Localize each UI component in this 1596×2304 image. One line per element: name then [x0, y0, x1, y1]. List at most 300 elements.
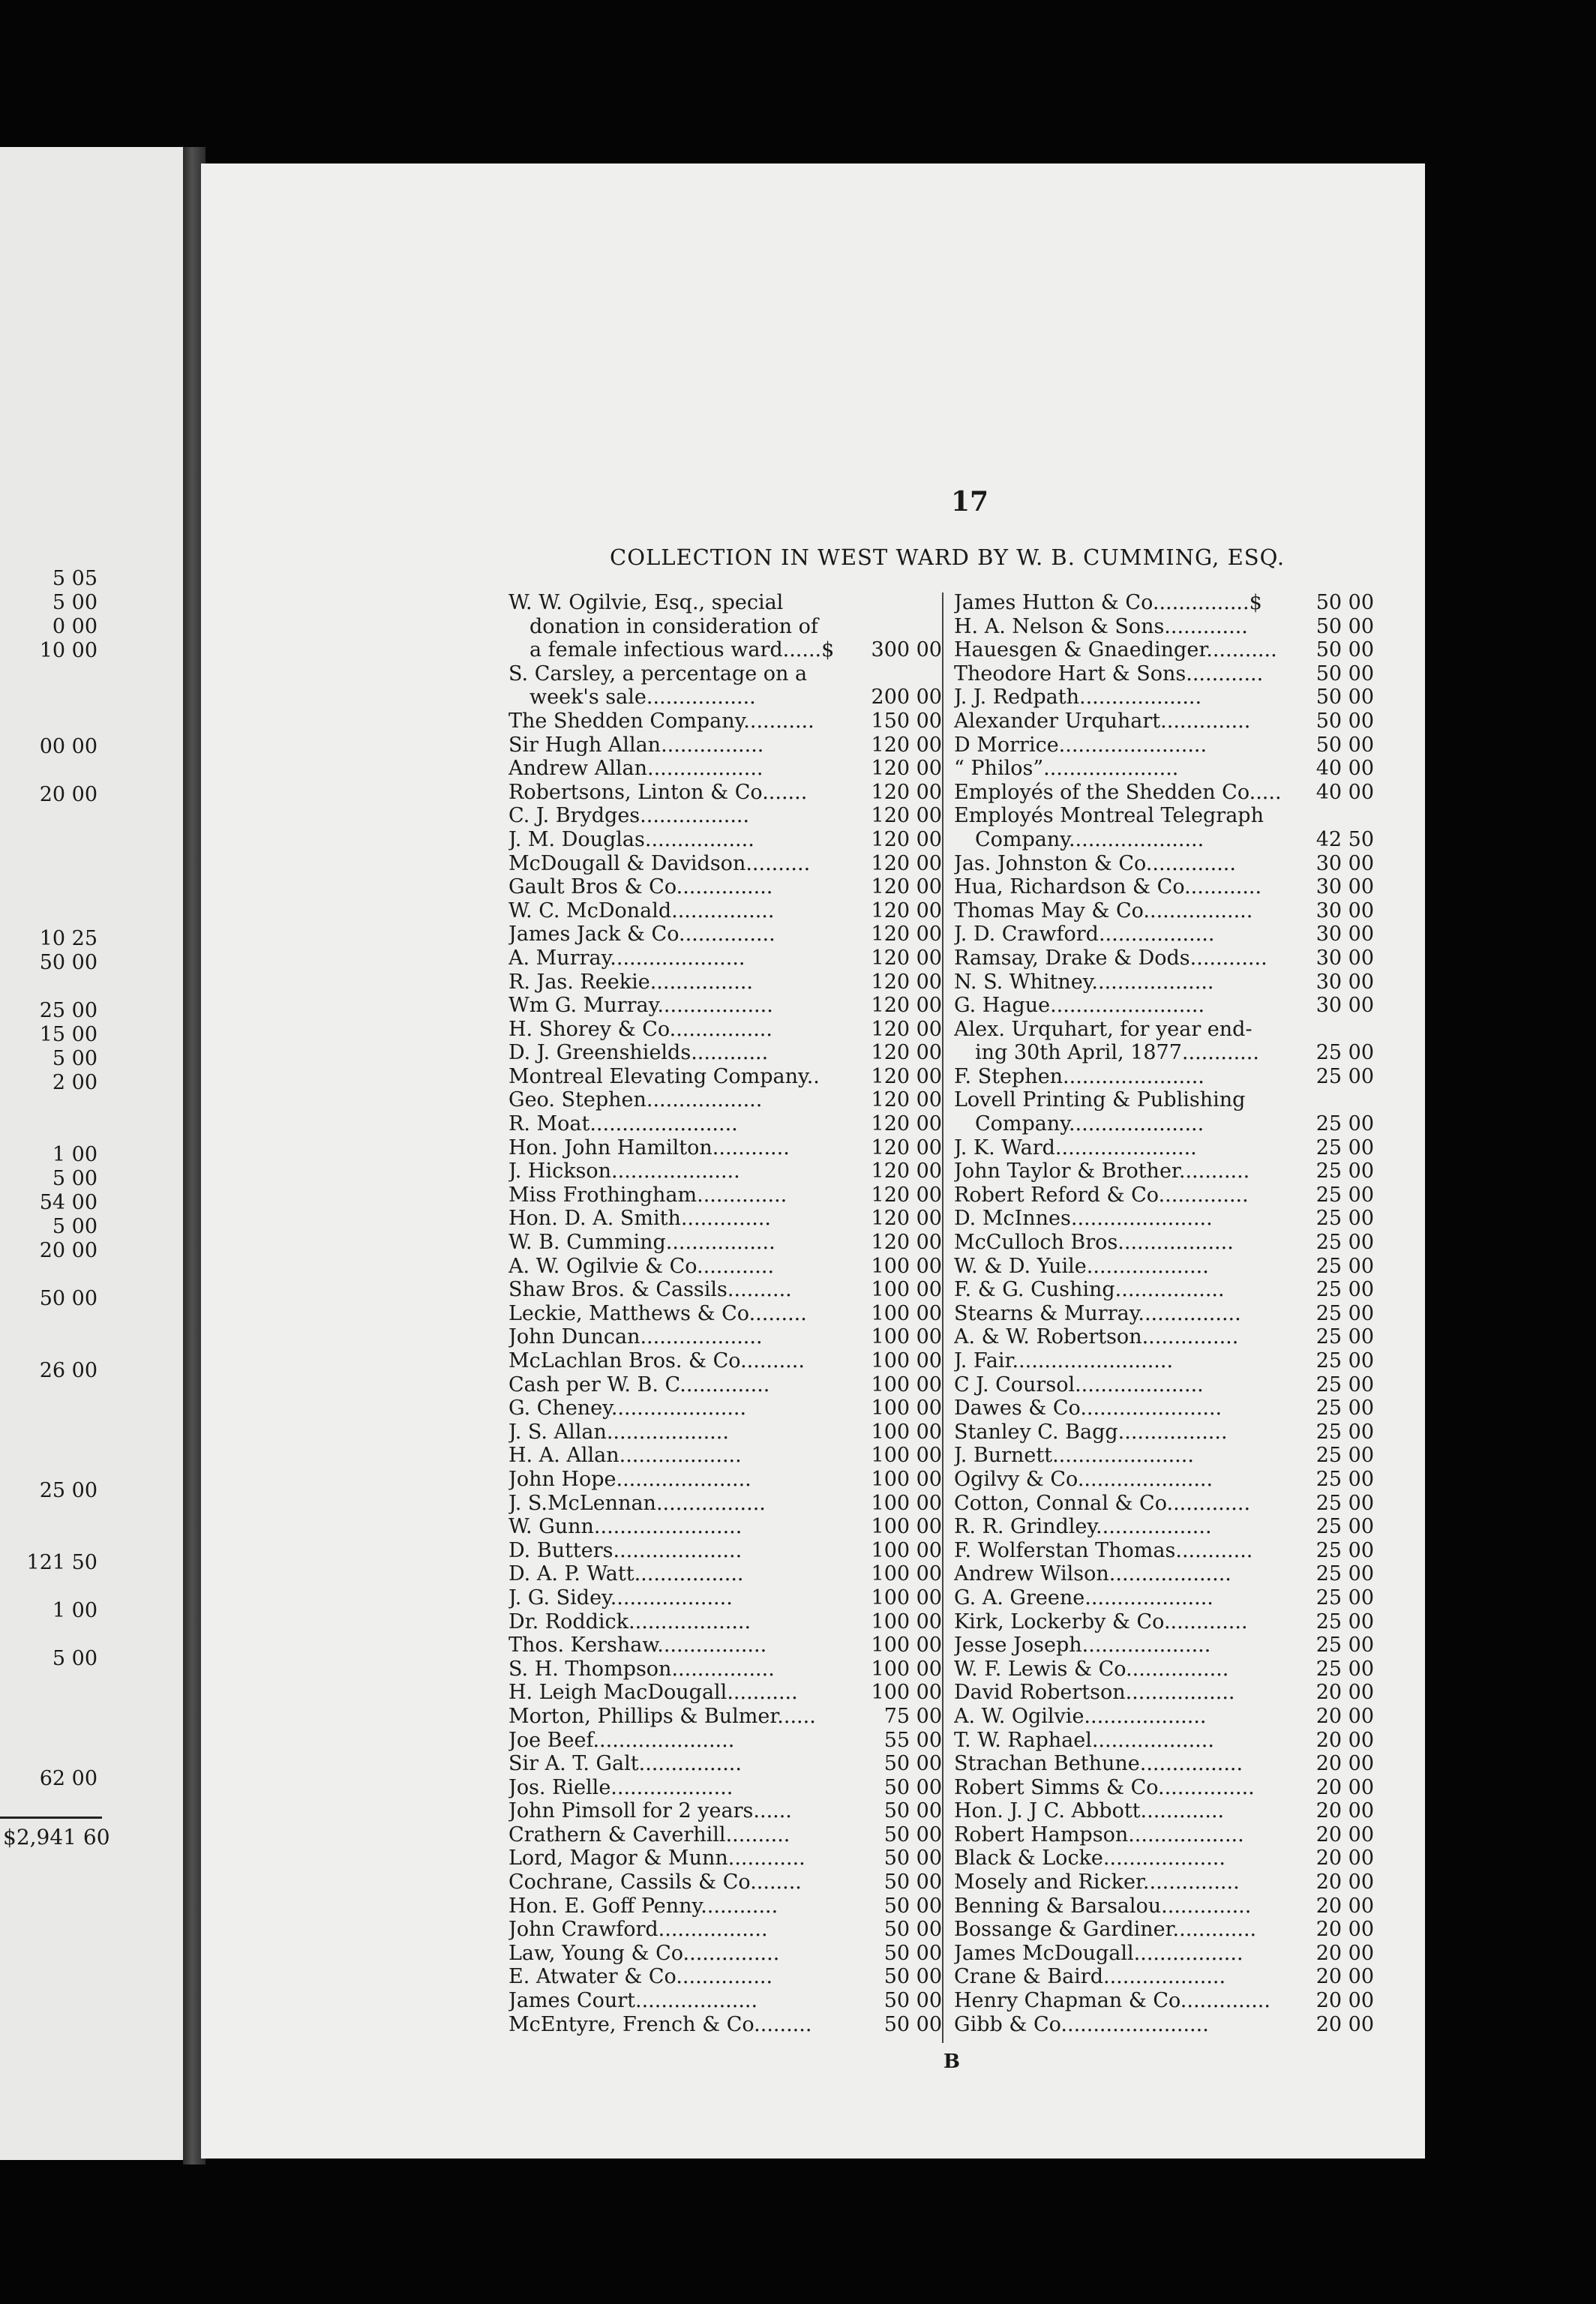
donor-name: Robert Simms & Co...............	[954, 1775, 1255, 1799]
donor-name: Sir A. T. Galt................	[508, 1752, 742, 1776]
donation-amount: 50 00	[1316, 686, 1374, 710]
donation-amount: 300 00	[871, 638, 942, 662]
donation-amount: 20 00	[1316, 1681, 1374, 1705]
left-page-amount: 26 00	[39, 1359, 98, 1382]
donation-amount: 20 00	[1316, 1775, 1374, 1799]
donor-name: J. Burnett......................	[954, 1444, 1194, 1468]
ledger-row	[954, 1184, 1374, 1208]
left-page-amount: 15 00	[39, 1023, 98, 1046]
ledger-row	[954, 922, 1374, 946]
donation-amount: 20 00	[1316, 1752, 1374, 1776]
ledger-row	[508, 1752, 942, 1776]
left-page-amount	[0, 1263, 98, 1287]
donation-amount: 120 00	[871, 898, 942, 922]
ledger-row	[954, 1562, 1374, 1586]
donation-amount: 50 00	[1316, 733, 1374, 757]
donation-amount: 120 00	[871, 1041, 942, 1065]
donor-name: Lord, Magor & Munn............	[508, 1846, 806, 1870]
ledger-row	[954, 828, 1374, 852]
ledger-row	[508, 1207, 942, 1231]
ledger-row	[954, 1846, 1374, 1870]
donation-amount: 120 00	[871, 922, 942, 946]
donation-amount: 25 00	[1316, 1064, 1374, 1088]
left-page-amount	[0, 1743, 98, 1767]
donor-name: E. Atwater & Co...............	[508, 1965, 773, 1989]
donation-amount: 150 00	[871, 709, 942, 733]
donor-name: S. H. Thompson................	[508, 1657, 775, 1681]
ledger-row	[508, 1302, 942, 1326]
ledger-row	[508, 781, 942, 805]
signature-mark: B	[944, 2050, 960, 2073]
ledger-row	[508, 1918, 942, 1942]
donor-name: R. Jas. Reekie................	[508, 970, 754, 994]
left-page-amount: 5 00	[52, 1167, 98, 1190]
donor-name: W. W. Ogilvie, Esq., special	[508, 591, 784, 614]
donation-amount: 25 00	[1316, 1586, 1374, 1610]
left-page-amount: 5 00	[52, 1215, 98, 1238]
left-page-amount: 20 00	[39, 783, 98, 806]
donation-amount: 25 00	[1316, 1112, 1374, 1136]
ledger-row	[508, 1444, 942, 1468]
donor-name: J. J. Redpath...................	[954, 686, 1202, 710]
donation-amount: 25 00	[1316, 1041, 1374, 1065]
ledger-row	[954, 1634, 1374, 1658]
donation-amount: 25 00	[1316, 1349, 1374, 1372]
donation-amount: 50 00	[884, 1965, 942, 1989]
donor-name: J. K. Ward......................	[954, 1136, 1197, 1160]
donor-column-left	[508, 591, 942, 2036]
donor-name: W. B. Cumming.................	[508, 1231, 776, 1255]
donor-name: Ramsay, Drake & Dods............	[954, 946, 1268, 970]
donor-name: a female infectious ward......$	[530, 638, 835, 662]
donor-name: Hauesgen & Gnaedinger...........	[954, 638, 1277, 662]
ledger-row	[508, 804, 942, 828]
left-page-amount	[0, 1431, 98, 1455]
ledger-row	[954, 1112, 1374, 1136]
donor-name: J. G. Sidey...................	[508, 1586, 733, 1610]
ledger-row	[954, 1396, 1374, 1420]
ledger-row	[508, 1136, 942, 1160]
donation-amount: 30 00	[1316, 875, 1374, 899]
donation-amount: 120 00	[871, 1064, 942, 1088]
ledger-row	[954, 1420, 1374, 1444]
ledger-row	[954, 1752, 1374, 1776]
ledger-row	[954, 899, 1374, 923]
ledger-row	[954, 591, 1374, 615]
donor-name: Henry Chapman & Co..............	[954, 1989, 1270, 2013]
ledger-row	[508, 734, 942, 758]
donor-name: A. W. Ogilvie...................	[954, 1704, 1207, 1728]
donor-name: McDougall & Davidson..........	[508, 851, 811, 875]
donor-name: Company.....................	[975, 827, 1204, 851]
ledger-row	[508, 615, 942, 639]
ledger-row	[508, 1065, 942, 1089]
ledger-row	[508, 1846, 942, 1870]
donor-name: C. J. Brydges.................	[508, 804, 750, 828]
donor-name: G. Cheney.....................	[508, 1396, 747, 1420]
ledger-row	[954, 638, 1374, 662]
left-page-amount: 54 00	[39, 1191, 98, 1214]
left-page-amount: 10 00	[39, 639, 98, 662]
left-page-amount	[0, 903, 98, 927]
left-page-amount: 50 00	[39, 951, 98, 974]
donor-name: H. A. Nelson & Sons.............	[954, 614, 1248, 638]
donor-name: J. S.McLennan.................	[508, 1491, 766, 1515]
donation-amount: 40 00	[1316, 757, 1374, 781]
donor-name: G. A. Greene....................	[954, 1586, 1214, 1610]
donor-name: James McDougall.................	[954, 1941, 1244, 1965]
donor-name: F. Stephen......................	[954, 1064, 1204, 1088]
ledger-row	[508, 1965, 942, 1989]
donor-name: R. R. Grindley..................	[954, 1515, 1212, 1539]
donor-name: David Robertson.................	[954, 1681, 1235, 1705]
left-page-amount	[0, 1119, 98, 1143]
ledger-row	[508, 1681, 942, 1705]
ledger-row	[954, 994, 1374, 1018]
donor-name: Thos. Kershaw.................	[508, 1634, 767, 1658]
ledger-row	[954, 1586, 1374, 1610]
donor-name: McLachlan Bros. & Co..........	[508, 1349, 805, 1372]
donation-amount: 30 00	[1316, 898, 1374, 922]
ledger-row	[954, 686, 1374, 710]
donation-amount: 25 00	[1316, 1634, 1374, 1658]
donor-name: Thomas May & Co.................	[954, 898, 1253, 922]
ledger-row	[508, 994, 942, 1018]
donor-name: John Crawford.................	[508, 1918, 768, 1942]
left-page-amount: 25 00	[39, 999, 98, 1022]
ledger-row	[508, 1658, 942, 1682]
donation-amount: 100 00	[871, 1254, 942, 1278]
donor-name: Jas. Johnston & Co..............	[954, 851, 1236, 875]
donation-amount: 25 00	[1316, 1396, 1374, 1420]
donation-amount: 30 00	[1316, 946, 1374, 970]
ledger-row	[954, 875, 1374, 899]
donation-amount: 50 00	[884, 1752, 942, 1776]
donation-amount: 25 00	[1316, 1420, 1374, 1444]
donor-name: Robert Reford & Co..............	[954, 1183, 1249, 1207]
ledger-row	[508, 1112, 942, 1136]
donation-amount: 25 00	[1316, 1207, 1374, 1231]
donation-amount	[870, 615, 942, 639]
ledger-row	[954, 1088, 1374, 1112]
ledger-row	[954, 1918, 1374, 1942]
donation-amount: 20 00	[1316, 1965, 1374, 1989]
ledger-row	[954, 734, 1374, 758]
ledger-row	[508, 1942, 942, 1966]
donation-amount: 50 00	[1316, 662, 1374, 686]
donor-name: Employés of the Shedden Co.....	[954, 780, 1282, 804]
left-page-amount: 20 00	[39, 1239, 98, 1262]
donation-amount: 25 00	[1316, 1562, 1374, 1586]
donation-amount: 100 00	[871, 1325, 942, 1349]
left-page-amount	[0, 1311, 98, 1335]
donor-name: Miss Frothingham..............	[508, 1183, 788, 1207]
donor-name: John Hope.....................	[508, 1467, 752, 1491]
donor-name: Company.....................	[975, 1112, 1204, 1136]
left-page-amount	[0, 687, 98, 711]
ledger-row	[954, 1894, 1374, 1918]
left-page-amount	[0, 1719, 98, 1743]
donation-amount: 50 00	[884, 1989, 942, 2013]
ledger-row	[954, 1515, 1374, 1539]
donation-amount: 25 00	[1316, 1231, 1374, 1255]
donation-amount: 50 00	[884, 1846, 942, 1870]
ledger-row	[508, 1823, 942, 1847]
ledger-row	[508, 828, 942, 852]
donor-name: H. Shorey & Co................	[508, 1017, 772, 1041]
donation-amount: 120 00	[871, 1112, 942, 1136]
ledger-row	[954, 1065, 1374, 1089]
left-page-amount: 62 00	[39, 1767, 98, 1790]
donation-amount: 30 00	[1316, 994, 1374, 1018]
donor-name: “ Philos”.....................	[954, 757, 1179, 781]
donation-amount: 100 00	[871, 1634, 942, 1658]
left-page-amount: 25 00	[39, 1479, 98, 1502]
donor-name: Benning & Barsalou..............	[954, 1894, 1252, 1918]
donation-amount: 100 00	[871, 1278, 942, 1302]
donation-amount: 20 00	[1316, 1870, 1374, 1894]
ledger-row	[508, 1586, 942, 1610]
ledger-row	[508, 970, 942, 994]
donation-amount: 120 00	[871, 851, 942, 875]
left-page-amount	[0, 759, 98, 783]
donation-amount: 120 00	[871, 1231, 942, 1255]
donor-name: S. Carsley, a percentage on a	[508, 662, 808, 686]
donation-amount: 120 00	[871, 804, 942, 828]
left-page-amount: 5 00	[52, 1647, 98, 1670]
ledger-row	[954, 1231, 1374, 1255]
left-page-amount	[0, 1383, 98, 1407]
donation-amount: 20 00	[1316, 1728, 1374, 1752]
donation-amount: 120 00	[871, 1017, 942, 1041]
ledger-row	[508, 1231, 942, 1255]
donor-name: James Hutton & Co...............$	[954, 591, 1262, 614]
donor-name: James Jack & Co...............	[508, 922, 776, 946]
ledger-row	[954, 1705, 1374, 1729]
ledger-row	[508, 1278, 942, 1302]
left-page-amount	[0, 855, 98, 879]
donation-amount: 50 00	[884, 1799, 942, 1823]
donor-name: Hon. John Hamilton............	[508, 1136, 790, 1160]
left-page-amount: 00 00	[39, 735, 98, 758]
donor-name: Strachan Bethune................	[954, 1752, 1244, 1776]
page-heading: COLLECTION IN WEST WARD BY W. B. CUMMING, ESQ.	[610, 544, 1286, 570]
ledger-row	[508, 1468, 942, 1492]
donation-amount: 50 00	[884, 1918, 942, 1942]
ledger-row	[508, 1705, 942, 1729]
donation-amount: 100 00	[871, 1491, 942, 1515]
donor-name: T. W. Raphael...................	[954, 1728, 1214, 1752]
donation-amount: 25 00	[1316, 1657, 1374, 1681]
donor-name: Theodore Hart & Sons............	[954, 662, 1264, 686]
ledger-row	[508, 1870, 942, 1894]
donation-amount: 25 00	[1316, 1160, 1374, 1184]
ledger-row	[508, 1018, 942, 1042]
left-page-amount	[0, 1503, 98, 1527]
donor-name: Law, Young & Co...............	[508, 1941, 780, 1965]
left-page-amount	[0, 1695, 98, 1719]
donor-name: W. F. Lewis & Co................	[954, 1657, 1229, 1681]
left-page-amount: 5 00	[52, 591, 98, 614]
donation-amount: 25 00	[1316, 1278, 1374, 1302]
donor-name: D. Butters....................	[508, 1538, 742, 1562]
donation-amount: 100 00	[871, 1586, 942, 1610]
donor-name: D. McInnes......................	[954, 1207, 1213, 1231]
ledger-row	[954, 970, 1374, 994]
donation-amount: 25 00	[1316, 1467, 1374, 1491]
donation-amount: 20 00	[1316, 1918, 1374, 1942]
left-page-amount	[0, 1527, 98, 1551]
donor-name: R. Moat.......................	[508, 1112, 738, 1136]
donor-name: Ogilvy & Co.....................	[954, 1467, 1214, 1491]
donation-amount: 120 00	[871, 1207, 942, 1231]
donor-name: John Taylor & Brother...........	[954, 1160, 1250, 1184]
donor-name: Black & Locke...................	[954, 1846, 1226, 1870]
donation-amount: 100 00	[871, 1372, 942, 1396]
ledger-row	[508, 1088, 942, 1112]
donation-amount: 25 00	[1316, 1325, 1374, 1349]
ledger-row	[508, 1420, 942, 1444]
ledger-row	[954, 757, 1374, 781]
left-page-amount	[0, 879, 98, 903]
ledger-row	[954, 1989, 1374, 2013]
donor-name: Employés Montreal Telegraph	[954, 804, 1264, 828]
ledger-row	[954, 710, 1374, 734]
donor-name: J. S. Allan...................	[508, 1420, 729, 1444]
donation-amount: 50 00	[884, 1941, 942, 1965]
donation-amount: 20 00	[1316, 1846, 1374, 1870]
donor-name: Gault Bros & Co...............	[508, 875, 773, 899]
ledger-row	[508, 757, 942, 781]
donation-amount: 25 00	[1316, 1183, 1374, 1207]
left-page-amount: 1 00	[52, 1143, 98, 1166]
ledger-row	[954, 1776, 1374, 1800]
ledger-row	[508, 1634, 942, 1658]
left-page-amount	[0, 1095, 98, 1119]
ledger-row	[954, 1965, 1374, 1989]
ledger-row	[954, 1041, 1374, 1065]
donation-amount: 20 00	[1316, 2012, 1374, 2036]
ledger-row	[954, 1255, 1374, 1279]
donation-amount	[870, 662, 942, 686]
donation-amount	[1302, 804, 1374, 828]
donor-name: Mosely and Ricker...............	[954, 1870, 1240, 1894]
donor-name: Dr. Roddick...................	[508, 1610, 752, 1634]
ledger-row	[954, 1729, 1374, 1753]
donor-name: G. Hague........................	[954, 994, 1205, 1018]
ledger-row	[508, 1776, 942, 1800]
ledger-row	[954, 2013, 1374, 2037]
ledger-row	[954, 1349, 1374, 1373]
donor-name: Cotton, Connal & Co.............	[954, 1491, 1251, 1515]
ledger-row	[508, 710, 942, 734]
left-page-amount	[0, 711, 98, 735]
donor-name: Shaw Bros. & Cassils..........	[508, 1278, 792, 1302]
donor-name: Lovell Printing & Publishing	[954, 1088, 1246, 1112]
left-page-amount: 50 00	[39, 1287, 98, 1310]
donation-amount: 25 00	[1316, 1538, 1374, 1562]
ledger-row	[508, 1255, 942, 1279]
donor-name: Hon. J. J C. Abbott.............	[954, 1799, 1225, 1823]
ledger-row	[508, 686, 942, 710]
donor-name: Stearns & Murray................	[954, 1301, 1241, 1325]
donation-amount: 120 00	[871, 733, 942, 757]
donor-name: Joe Beef......................	[508, 1728, 735, 1752]
ledger-row	[508, 2013, 942, 2037]
donor-name: Cash per W. B. C..............	[508, 1372, 770, 1396]
donor-name: Andrew Wilson...................	[954, 1562, 1232, 1586]
left-page-total-rule	[0, 1816, 102, 1819]
donor-name: W. C. McDonald................	[508, 898, 775, 922]
donation-amount: 55 00	[884, 1728, 942, 1752]
left-page-amount	[0, 831, 98, 855]
donation-amount: 100 00	[871, 1420, 942, 1444]
donor-name: Hon. E. Goff Penny............	[508, 1894, 778, 1918]
donor-name: Hon. D. A. Smith..............	[508, 1207, 771, 1231]
left-page-amount	[0, 1671, 98, 1695]
donation-amount: 100 00	[871, 1396, 942, 1420]
ledger-row	[508, 1373, 942, 1397]
donation-amount: 100 00	[871, 1467, 942, 1491]
ledger-row	[508, 1729, 942, 1753]
donation-amount: 120 00	[871, 946, 942, 970]
donation-amount: 25 00	[1316, 1491, 1374, 1515]
page-number: 17	[951, 486, 989, 518]
ledger-row	[954, 1492, 1374, 1516]
ledger-row	[954, 1468, 1374, 1492]
donation-amount: 120 00	[871, 875, 942, 899]
ledger-row	[954, 1160, 1374, 1184]
donor-name: Hua, Richardson & Co............	[954, 875, 1262, 899]
donor-name: McCulloch Bros..................	[954, 1231, 1234, 1255]
ledger-row	[508, 1492, 942, 1516]
page	[201, 164, 1425, 2158]
ledger-row	[954, 946, 1374, 970]
donor-name: Cochrane, Cassils & Co........	[508, 1870, 802, 1894]
donor-name: A. W. Ogilvie & Co............	[508, 1254, 775, 1278]
ledger-row	[954, 1444, 1374, 1468]
left-page-total: $2,941 60	[3, 1825, 110, 1850]
donor-name: H. Leigh MacDougall...........	[508, 1681, 798, 1705]
donation-amount: 100 00	[871, 1349, 942, 1372]
ledger-row	[954, 1799, 1374, 1823]
donation-amount: 120 00	[871, 1183, 942, 1207]
donor-name: McEntyre, French & Co.........	[508, 2012, 812, 2036]
ledger-row	[954, 1207, 1374, 1231]
donation-amount	[1302, 1018, 1374, 1042]
donor-name: week's sale.................	[530, 686, 756, 710]
left-page-amount: 5 00	[52, 1047, 98, 1070]
ledger-row	[954, 1658, 1374, 1682]
left-page-amount: 121 50	[26, 1551, 98, 1574]
donation-amount: 40 00	[1316, 780, 1374, 804]
donation-amount: 20 00	[1316, 1799, 1374, 1823]
donation-amount: 50 00	[1316, 614, 1374, 638]
ledger-row	[508, 1539, 942, 1563]
donation-amount: 50 00	[1316, 709, 1374, 733]
donor-name: F. Wolferstan Thomas............	[954, 1538, 1253, 1562]
donor-name: D Morrice.......................	[954, 733, 1208, 757]
donor-name: F. & G. Cushing.................	[954, 1278, 1225, 1302]
donation-amount: 50 00	[884, 2012, 942, 2036]
ledger-row	[954, 1018, 1374, 1042]
donation-amount: 120 00	[871, 1088, 942, 1112]
donation-amount: 50 00	[1316, 591, 1374, 614]
left-page-amount: 10 25	[39, 927, 98, 950]
ledger-row	[954, 1136, 1374, 1160]
ledger-row	[508, 1160, 942, 1184]
donation-amount: 20 00	[1316, 1822, 1374, 1846]
